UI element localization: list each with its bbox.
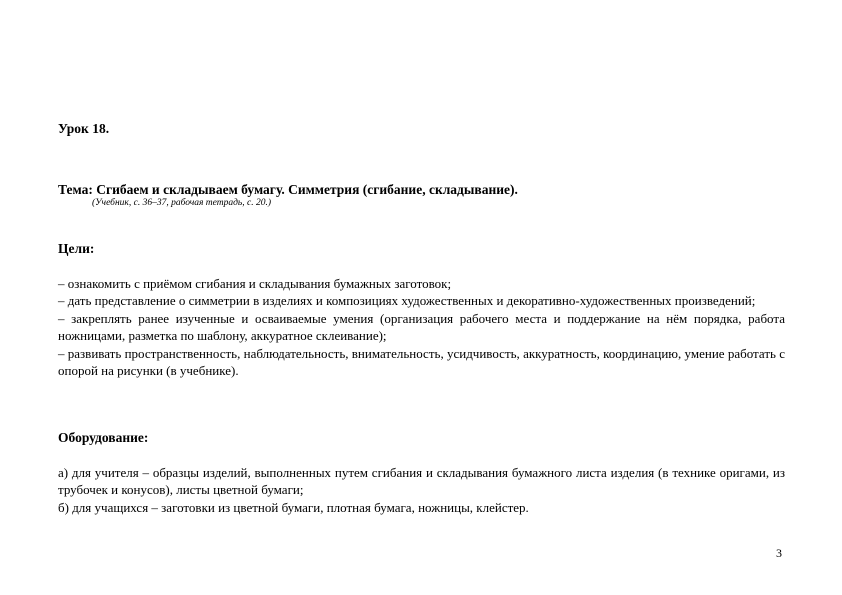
page-number: 3 xyxy=(776,546,782,560)
goal-item: – закреплять ранее изученные и осваиваемые умения (организация рабочего места и поддержание на нём порядка, работа ножницами, разметка по шаблону, аккуратное склеивание); xyxy=(58,310,785,344)
goal-item: – ознакомить с приёмом сгибания и складывания бумажных заготовок; xyxy=(58,276,452,291)
goals-list xyxy=(58,275,785,379)
goal-item: – развивать пространственность, наблюдательность, внимательность, усидчивость, аккуратность, координацию, умение работать с опорой на рисунки (в учебнике). xyxy=(58,345,785,379)
lesson-topic: Тема: Сгибаем и складываем бумагу. Симметрия (сгибание, складывание). xyxy=(58,182,518,197)
goal-item: – дать представление о симметрии в изделиях и композициях художественных и декоративно-художественных произведений; xyxy=(58,293,756,309)
equipment-heading: Оборудование: xyxy=(58,430,149,445)
equipment-item: б) для учащихся – заготовки из цветной бумаги, плотная бумага, ножницы, клейстер. xyxy=(58,499,529,515)
equipment-list xyxy=(58,464,785,516)
goals-heading: Цели: xyxy=(58,241,95,256)
textbook-reference: (Учебник, с. 36–37, рабочая тетрадь, с. 20.) xyxy=(92,198,272,208)
equipment-item: а) для учителя – образцы изделий, выполненных путем сгибания и складывания бумажного листа изделия (в технике оригами, из трубочек и конусов), листы цветной бумаги; xyxy=(58,465,785,498)
lesson-title: Урок 18. xyxy=(58,121,110,136)
